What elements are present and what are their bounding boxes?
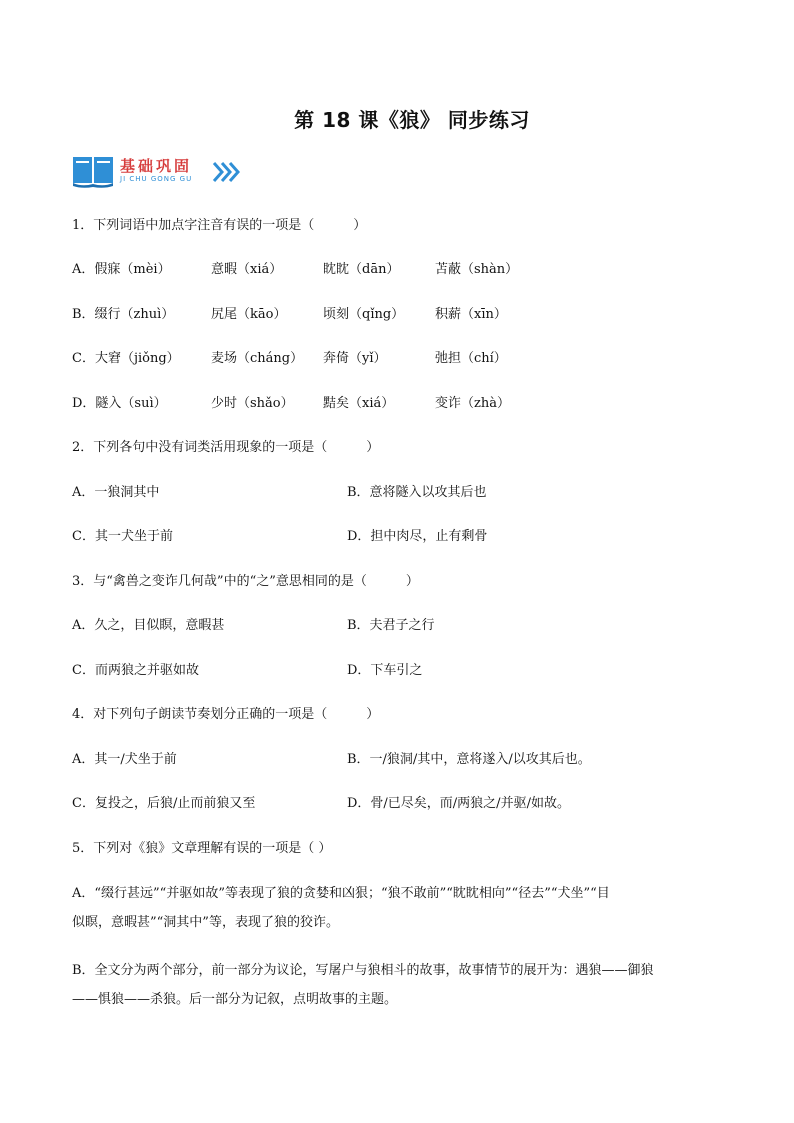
option-item: D．担中肉尽，止有剩骨 [347,529,488,544]
option-item: 少时（shǎo） [211,396,294,411]
option-item: 黠矣（xiá） [323,396,395,411]
question-5-option-a-line2: 似瞑，意暇甚”“洞其中”等，表现了狼的狡诈。 [72,915,339,930]
option-item: D．下车引之 [347,663,423,678]
option-item: D．隧入（suì） [72,396,167,411]
question-5-stem: 5．下列对《狼》文章理解有误的一项是（ ） [72,841,332,856]
section-label: 基础巩固 [120,157,193,175]
section-badge [72,153,242,189]
option-item: B．意将隧入以攻其后也 [347,485,487,500]
option-item: 奔倚（yǐ） [323,351,387,366]
option-item: C．而两狼之并驱如故 [72,663,199,678]
option-item: 意暇（xiá） [211,262,283,277]
option-item: B．缀行（zhuì） [72,307,175,322]
option-item: 顷刻（qǐng） [323,307,405,322]
option-item: C．其一犬坐于前 [72,529,173,544]
question-3-stem: 3．与“禽兽之变诈几何哉”中的“之”意思相同的是（ ） [72,574,419,589]
question-5-option-b-line1: B．全文分为两个部分，前一部分为议论，写屠户与狼相斗的故事，故事情节的展开为：遇狼——御狼 [72,963,654,978]
option-item: A．其一/犬坐于前 [72,752,177,767]
option-item: A．假寐（mèi） [72,262,171,277]
question-2-stem: 2．下列各句中没有词类活用现象的一项是（ ） [72,440,380,455]
option-item: 变诈（zhà） [435,396,510,411]
option-item: B．一/狼洞/其中，意将遂入/以攻其后也。 [347,752,591,767]
option-item: 麦场（cháng） [211,351,304,366]
option-item: 尻尾（kāo） [211,307,287,322]
chevrons-icon [212,161,240,183]
option-item: A．久之，目似瞑，意暇甚 [72,618,225,633]
option-item: A．一狼洞其中 [72,485,160,500]
option-item: 眈眈（dān） [323,262,400,277]
section-label-en: JI CHU GONG GU [120,175,193,183]
option-item: 弛担（chí） [435,351,507,366]
option-item: 苫蔽（shàn） [435,262,519,277]
book-icon [72,153,116,189]
question-1-stem: 1．下列词语中加点字注音有误的一项是（ ） [72,218,367,233]
question-4-stem: 4．对下列句子朗读节奏划分正确的一项是（ ） [72,707,380,722]
question-5-option-b-line2: ——惧狼——杀狼。后一部分为记叙，点明故事的主题。 [72,992,398,1007]
page-title: 第 18 课《狼》 同步练习 [294,108,530,132]
option-item: D．骨/已尽矣，而/两狼之/并驱/如故。 [347,796,570,811]
option-item: C．大窘（jiǒng） [72,351,180,366]
option-item: C．复投之，后狼/止而前狼又至 [72,796,256,811]
option-item: B．夫君子之行 [347,618,435,633]
question-5-option-a-line1: A．“缀行甚远”“并驱如故”等表现了狼的贪婪和凶狠；“狼不敢前”“眈眈相向”“径去”“犬坐”“目 [72,886,610,901]
option-item: 积薪（xīn） [435,307,507,322]
